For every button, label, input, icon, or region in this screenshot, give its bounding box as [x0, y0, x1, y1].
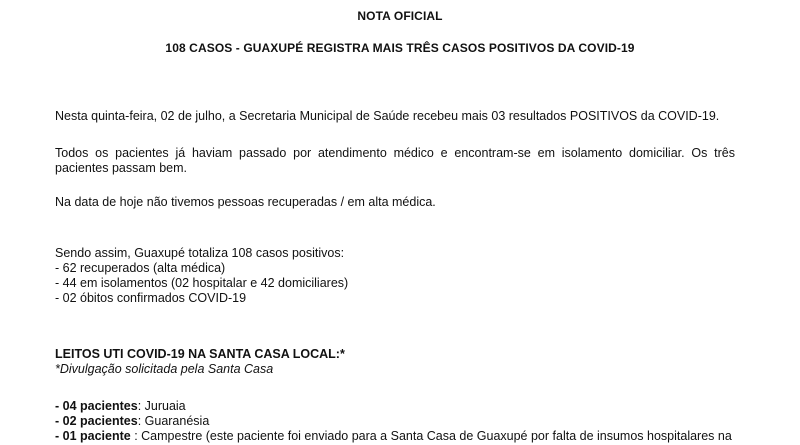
- uti-item-separator: :: [130, 429, 142, 443]
- uti-patient-list: [55, 399, 795, 444]
- uti-item-count: - 02 pacientes: [55, 414, 138, 428]
- uti-item-count: - 04 pacientes: [55, 399, 138, 413]
- paragraph-patients-status: [55, 146, 735, 176]
- uti-item-separator: :: [137, 399, 145, 413]
- uti-item-guaranesia: [55, 414, 795, 429]
- uti-item-count: - 01 paciente: [55, 429, 131, 443]
- uti-item-place: Juruaia: [144, 399, 186, 413]
- document-title: NOTA OFICIAL: [357, 9, 443, 23]
- paragraph-no-recovered: Na data de hoje não tivemos pessoas recuperadas / em alta médica.: [55, 195, 436, 209]
- paragraph-patients-status-line-1: Todos os pacientes já haviam passado por atendimento médico e encontram-se em isolamento domiciliar. Os três: [55, 146, 735, 160]
- uti-section-title: LEITOS UTI COVID-19 NA SANTA CASA LOCAL:*: [55, 347, 345, 361]
- summary-item-isolation: - 44 em isolamentos (02 hospitalar e 42 domiciliares): [55, 276, 349, 290]
- uti-header-block: [55, 347, 735, 377]
- summary-block: [55, 246, 735, 306]
- document-subtitle: 108 CASOS - GUAXUPÉ REGISTRA MAIS TRÊS CASOS POSITIVOS DA COVID-19: [165, 41, 635, 55]
- paragraph-patients-status-line-2: pacientes passam bem.: [55, 161, 188, 175]
- summary-intro: Sendo assim, Guaxupé totaliza 108 casos positivos:: [55, 246, 345, 260]
- summary-item-recovered: - 62 recuperados (alta médica): [55, 261, 226, 275]
- summary-item-deaths: - 02 óbitos confirmados COVID-19: [55, 291, 247, 305]
- uti-item-place: Campestre (este paciente foi enviado para a Santa Casa de Guaxupé por falta de insumos hospitalares na: [141, 429, 732, 443]
- uti-note: *Divulgação solicitada pela Santa Casa: [55, 362, 274, 376]
- uti-item-juruaia: [55, 399, 795, 414]
- uti-item-campestre: [55, 429, 795, 444]
- uti-item-place: Guaranésia: [144, 414, 210, 428]
- uti-item-separator: :: [137, 414, 145, 428]
- paragraph-new-cases: Nesta quinta-feira, 02 de julho, a Secretaria Municipal de Saúde recebeu mais 03 resultados POSITIVOS da COVID-19.: [55, 109, 720, 123]
